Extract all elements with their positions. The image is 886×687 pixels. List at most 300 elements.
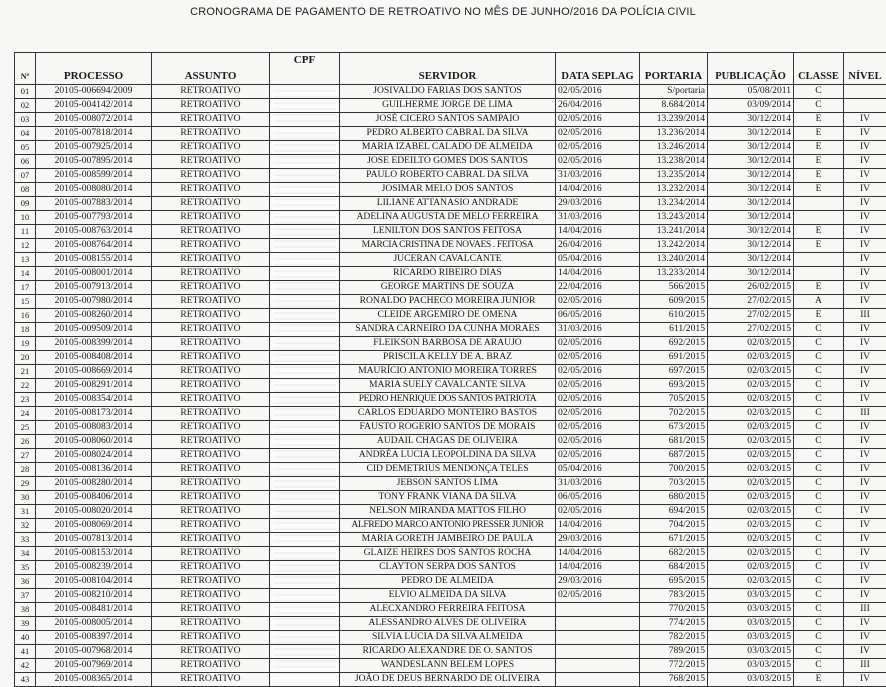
assunto-cell: RETROATIVO bbox=[152, 561, 270, 575]
classe-cell: E bbox=[794, 113, 844, 127]
publicacao-cell: 27/02/2015 bbox=[708, 323, 794, 337]
table-row bbox=[15, 239, 886, 253]
row-number: 07 bbox=[15, 169, 36, 183]
servidor-cell: NELSON MIRANDA MATTOS FILHO bbox=[340, 505, 556, 519]
assunto-cell: RETROATIVO bbox=[152, 113, 270, 127]
assunto-cell: RETROATIVO bbox=[152, 239, 270, 253]
table-row bbox=[15, 141, 886, 155]
publicacao-cell: 26/02/2015 bbox=[708, 281, 794, 295]
row-number: 20 bbox=[15, 351, 36, 365]
assunto-cell: RETROATIVO bbox=[152, 589, 270, 603]
classe-cell: C bbox=[794, 477, 844, 491]
processo-cell: 20105-008155/2014 bbox=[36, 253, 152, 267]
classe-cell: C bbox=[794, 547, 844, 561]
table-row bbox=[15, 309, 886, 323]
servidor-cell: RONALDO PACHECO MOREIRA JUNIOR bbox=[340, 295, 556, 309]
data-seplag-cell: 31/03/2016 bbox=[556, 169, 640, 183]
portaria-cell: 8.684/2014 bbox=[640, 99, 708, 113]
table-row bbox=[15, 99, 886, 113]
table-row bbox=[15, 323, 886, 337]
data-seplag-cell: 02/05/2016 bbox=[556, 351, 640, 365]
data-seplag-cell: 02/05/2016 bbox=[556, 449, 640, 463]
processo-cell: 20105-008083/2014 bbox=[36, 421, 152, 435]
assunto-cell: RETROATIVO bbox=[152, 575, 270, 589]
assunto-cell: RETROATIVO bbox=[152, 533, 270, 547]
row-number: 29 bbox=[15, 477, 36, 491]
row-number: 15 bbox=[15, 295, 36, 309]
data-seplag-cell: 14/04/2016 bbox=[556, 267, 640, 281]
classe-cell: C bbox=[794, 603, 844, 617]
header-assunto: ASSUNTO bbox=[152, 53, 270, 85]
row-number: 09 bbox=[15, 197, 36, 211]
table-row bbox=[15, 407, 886, 421]
portaria-cell: 682/2015 bbox=[640, 547, 708, 561]
processo-cell: 20105-008764/2014 bbox=[36, 239, 152, 253]
nivel-cell: IV bbox=[844, 351, 886, 365]
classe-cell: C bbox=[794, 561, 844, 575]
nivel-cell: IV bbox=[844, 211, 886, 225]
table-row bbox=[15, 463, 886, 477]
classe-cell: E bbox=[794, 673, 844, 687]
data-seplag-cell: 05/04/2016 bbox=[556, 463, 640, 477]
row-number: 01 bbox=[15, 85, 36, 99]
row-number: 38 bbox=[15, 603, 36, 617]
header-publicacao: PUBLICAÇÃO bbox=[708, 53, 794, 85]
processo-cell: 20105-008072/2014 bbox=[36, 113, 152, 127]
table-row bbox=[15, 645, 886, 659]
row-number: 19 bbox=[15, 337, 36, 351]
portaria-cell: 702/2015 bbox=[640, 407, 708, 421]
publicacao-cell: 02/03/2015 bbox=[708, 533, 794, 547]
publicacao-cell: 02/03/2015 bbox=[708, 421, 794, 435]
nivel-cell: IV bbox=[844, 435, 886, 449]
table-body bbox=[15, 85, 886, 687]
data-seplag-cell: 06/05/2016 bbox=[556, 491, 640, 505]
assunto-cell: RETROATIVO bbox=[152, 379, 270, 393]
header-data-seplag: DATA SEPLAG bbox=[556, 53, 640, 85]
servidor-cell: SILVIA LUCIA DA SILVA ALMEIDA bbox=[340, 631, 556, 645]
nivel-cell: IV bbox=[844, 127, 886, 141]
table-row bbox=[15, 225, 886, 239]
data-seplag-cell: 02/05/2016 bbox=[556, 421, 640, 435]
assunto-cell: RETROATIVO bbox=[152, 253, 270, 267]
classe-cell: E bbox=[794, 169, 844, 183]
servidor-cell: JOSIVALDO FARIAS DOS SANTOS bbox=[340, 85, 556, 99]
table-row bbox=[15, 449, 886, 463]
data-seplag-cell: 02/05/2016 bbox=[556, 365, 640, 379]
classe-cell: C bbox=[794, 631, 844, 645]
processo-cell: 20105-008408/2014 bbox=[36, 351, 152, 365]
data-seplag-cell bbox=[556, 673, 640, 687]
nivel-cell: IV bbox=[844, 449, 886, 463]
data-seplag-cell: 31/03/2016 bbox=[556, 211, 640, 225]
portaria-cell: 13.232/2014 bbox=[640, 183, 708, 197]
servidor-cell: MARIA GORETH JAMBEIRO DE PAULA bbox=[340, 533, 556, 547]
data-seplag-cell: 29/03/2016 bbox=[556, 575, 640, 589]
data-seplag-cell: 02/05/2016 bbox=[556, 155, 640, 169]
document-title: CRONOGRAMA DE PAGAMENTO DE RETROATIVO NO MÊS DE JUNHO/2016 DA POLÍCIA CIVIL bbox=[0, 6, 886, 18]
nivel-cell bbox=[844, 99, 886, 113]
data-seplag-cell: 02/05/2016 bbox=[556, 295, 640, 309]
data-seplag-cell: 29/03/2016 bbox=[556, 197, 640, 211]
row-number: 16 bbox=[15, 309, 36, 323]
classe-cell: E bbox=[794, 281, 844, 295]
table-row bbox=[15, 519, 886, 533]
nivel-cell: IV bbox=[844, 547, 886, 561]
header-processo: PROCESSO bbox=[36, 53, 152, 85]
nivel-cell: IV bbox=[844, 645, 886, 659]
table-row bbox=[15, 281, 886, 295]
table-row bbox=[15, 85, 886, 99]
publicacao-cell: 30/12/2014 bbox=[708, 183, 794, 197]
nivel-cell: IV bbox=[844, 365, 886, 379]
row-number: 26 bbox=[15, 435, 36, 449]
table-row bbox=[15, 505, 886, 519]
servidor-cell: CID DEMETRIUS MENDONÇA TELES bbox=[340, 463, 556, 477]
portaria-cell: 783/2015 bbox=[640, 589, 708, 603]
row-number: 08 bbox=[15, 183, 36, 197]
row-number: 33 bbox=[15, 533, 36, 547]
row-number: 13 bbox=[15, 253, 36, 267]
publicacao-cell: 02/03/2015 bbox=[708, 337, 794, 351]
portaria-cell: 609/2015 bbox=[640, 295, 708, 309]
portaria-cell: 673/2015 bbox=[640, 421, 708, 435]
assunto-cell: RETROATIVO bbox=[152, 603, 270, 617]
servidor-cell: WANDESLANN BELEM LOPES bbox=[340, 659, 556, 673]
data-seplag-cell: 26/04/2016 bbox=[556, 239, 640, 253]
processo-cell: 20105-008397/2014 bbox=[36, 631, 152, 645]
nivel-cell: IV bbox=[844, 225, 886, 239]
table-row bbox=[15, 393, 886, 407]
nivel-cell: III bbox=[844, 309, 886, 323]
publicacao-cell: 02/03/2015 bbox=[708, 463, 794, 477]
publicacao-cell: 03/09/2014 bbox=[708, 99, 794, 113]
processo-cell: 20105-008020/2014 bbox=[36, 505, 152, 519]
row-number: 28 bbox=[15, 463, 36, 477]
nivel-cell: IV bbox=[844, 113, 886, 127]
nivel-cell: IV bbox=[844, 533, 886, 547]
assunto-cell: RETROATIVO bbox=[152, 477, 270, 491]
publicacao-cell: 02/03/2015 bbox=[708, 379, 794, 393]
classe-cell: E bbox=[794, 239, 844, 253]
data-seplag-cell: 02/05/2016 bbox=[556, 407, 640, 421]
processo-cell: 20105-004142/2014 bbox=[36, 99, 152, 113]
assunto-cell: RETROATIVO bbox=[152, 617, 270, 631]
nivel-cell: IV bbox=[844, 477, 886, 491]
header-classe: CLASSE bbox=[794, 53, 844, 85]
row-number: 41 bbox=[15, 645, 36, 659]
processo-cell: 20105-008153/2014 bbox=[36, 547, 152, 561]
publicacao-cell: 02/03/2015 bbox=[708, 547, 794, 561]
portaria-cell: 772/2015 bbox=[640, 659, 708, 673]
servidor-cell: FAUSTO ROGERIO SANTOS DE MORAIS bbox=[340, 421, 556, 435]
row-number: 18 bbox=[15, 323, 36, 337]
servidor-cell: ANDRÉA LUCIA LEOPOLDINA DA SILVA bbox=[340, 449, 556, 463]
portaria-cell: 610/2015 bbox=[640, 309, 708, 323]
servidor-cell: JOÃO DE DEUS BERNARDO DE OLIVEIRA bbox=[340, 673, 556, 687]
classe-cell: C bbox=[794, 393, 844, 407]
table-row bbox=[15, 631, 886, 645]
portaria-cell: 782/2015 bbox=[640, 631, 708, 645]
processo-cell: 20105-008104/2014 bbox=[36, 575, 152, 589]
assunto-cell: RETROATIVO bbox=[152, 365, 270, 379]
processo-cell: 20105-008481/2014 bbox=[36, 603, 152, 617]
portaria-cell: 691/2015 bbox=[640, 351, 708, 365]
row-number: 32 bbox=[15, 519, 36, 533]
servidor-cell: RICARDO ALEXANDRE DE O. SANTOS bbox=[340, 645, 556, 659]
nivel-cell: III bbox=[844, 407, 886, 421]
table-row bbox=[15, 589, 886, 603]
publicacao-cell: 02/03/2015 bbox=[708, 575, 794, 589]
classe-cell: C bbox=[794, 435, 844, 449]
processo-cell: 20105-007925/2014 bbox=[36, 141, 152, 155]
servidor-cell: GEORGE MARTINS DE SOUZA bbox=[340, 281, 556, 295]
servidor-cell: ADELINA AUGUSTA DE MELO FERREIRA bbox=[340, 211, 556, 225]
data-seplag-cell bbox=[556, 659, 640, 673]
data-seplag-cell: 02/05/2016 bbox=[556, 435, 640, 449]
row-number: 23 bbox=[15, 393, 36, 407]
processo-cell: 20105-008599/2014 bbox=[36, 169, 152, 183]
data-seplag-cell bbox=[556, 617, 640, 631]
classe-cell: C bbox=[794, 463, 844, 477]
publicacao-cell: 03/03/2015 bbox=[708, 589, 794, 603]
table-row bbox=[15, 561, 886, 575]
publicacao-cell: 30/12/2014 bbox=[708, 141, 794, 155]
portaria-cell: 13.234/2014 bbox=[640, 197, 708, 211]
publicacao-cell: 03/03/2015 bbox=[708, 673, 794, 687]
assunto-cell: RETROATIVO bbox=[152, 99, 270, 113]
portaria-cell: 697/2015 bbox=[640, 365, 708, 379]
classe-cell: C bbox=[794, 589, 844, 603]
nivel-cell: III bbox=[844, 603, 886, 617]
row-number: 36 bbox=[15, 575, 36, 589]
row-number: 39 bbox=[15, 617, 36, 631]
assunto-cell: RETROATIVO bbox=[152, 267, 270, 281]
publicacao-cell: 30/12/2014 bbox=[708, 267, 794, 281]
assunto-cell: RETROATIVO bbox=[152, 211, 270, 225]
processo-cell: 20105-008763/2014 bbox=[36, 225, 152, 239]
publicacao-cell: 30/12/2014 bbox=[708, 113, 794, 127]
servidor-cell: PEDRO DE ALMEIDA bbox=[340, 575, 556, 589]
classe-cell: E bbox=[794, 127, 844, 141]
processo-cell: 20105-008354/2014 bbox=[36, 393, 152, 407]
portaria-cell: 671/2015 bbox=[640, 533, 708, 547]
processo-cell: 20105-007793/2014 bbox=[36, 211, 152, 225]
nivel-cell: IV bbox=[844, 617, 886, 631]
processo-cell: 20105-007813/2014 bbox=[36, 533, 152, 547]
data-seplag-cell: 02/05/2016 bbox=[556, 113, 640, 127]
nivel-cell: IV bbox=[844, 589, 886, 603]
table-row bbox=[15, 113, 886, 127]
data-seplag-cell: 31/03/2016 bbox=[556, 323, 640, 337]
row-number: 30 bbox=[15, 491, 36, 505]
publicacao-cell: 02/03/2015 bbox=[708, 561, 794, 575]
data-seplag-cell: 02/05/2016 bbox=[556, 505, 640, 519]
assunto-cell: RETROATIVO bbox=[152, 519, 270, 533]
classe-cell: C bbox=[794, 645, 844, 659]
publicacao-cell: 27/02/2015 bbox=[708, 309, 794, 323]
table-row bbox=[15, 477, 886, 491]
classe-cell: A bbox=[794, 295, 844, 309]
nivel-cell: IV bbox=[844, 379, 886, 393]
table-row bbox=[15, 127, 886, 141]
publicacao-cell: 30/12/2014 bbox=[708, 225, 794, 239]
servidor-cell: CARLOS EDUARDO MONTEIRO BASTOS bbox=[340, 407, 556, 421]
processo-cell: 20105-008406/2014 bbox=[36, 491, 152, 505]
portaria-cell: 770/2015 bbox=[640, 603, 708, 617]
header-number: Nº bbox=[15, 53, 36, 85]
portaria-cell: 611/2015 bbox=[640, 323, 708, 337]
portaria-cell: 680/2015 bbox=[640, 491, 708, 505]
row-number: 12 bbox=[15, 239, 36, 253]
processo-cell: 20105-008399/2014 bbox=[36, 337, 152, 351]
table-row bbox=[15, 295, 886, 309]
servidor-cell: FLEIKSON BARBOSA DE ARAUJO bbox=[340, 337, 556, 351]
data-seplag-cell: 29/03/2016 bbox=[556, 533, 640, 547]
nivel-cell: IV bbox=[844, 393, 886, 407]
header-nivel: NÍVEL bbox=[844, 53, 886, 85]
processo-cell: 20105-007968/2014 bbox=[36, 645, 152, 659]
table-row bbox=[15, 603, 886, 617]
classe-cell: C bbox=[794, 505, 844, 519]
nivel-cell: IV bbox=[844, 519, 886, 533]
table-row bbox=[15, 351, 886, 365]
servidor-cell: MAURÍCIO ANTONIO MOREIRA TORRES bbox=[340, 365, 556, 379]
portaria-cell: 789/2015 bbox=[640, 645, 708, 659]
portaria-cell: 774/2015 bbox=[640, 617, 708, 631]
publicacao-cell: 03/03/2015 bbox=[708, 659, 794, 673]
portaria-cell: 687/2015 bbox=[640, 449, 708, 463]
publicacao-cell: 02/03/2015 bbox=[708, 393, 794, 407]
assunto-cell: RETROATIVO bbox=[152, 155, 270, 169]
processo-cell: 20105-008239/2014 bbox=[36, 561, 152, 575]
row-number: 11 bbox=[15, 225, 36, 239]
table-row bbox=[15, 267, 886, 281]
portaria-cell: 13.240/2014 bbox=[640, 253, 708, 267]
row-number: 14 bbox=[15, 267, 36, 281]
row-number: 22 bbox=[15, 379, 36, 393]
publicacao-cell: 30/12/2014 bbox=[708, 127, 794, 141]
assunto-cell: RETROATIVO bbox=[152, 127, 270, 141]
portaria-cell: 703/2015 bbox=[640, 477, 708, 491]
processo-cell: 20105-008069/2014 bbox=[36, 519, 152, 533]
servidor-cell: JOSIMAR MELO DOS SANTOS bbox=[340, 183, 556, 197]
table-row bbox=[15, 435, 886, 449]
nivel-cell bbox=[844, 85, 886, 99]
row-number: 42 bbox=[15, 659, 36, 673]
servidor-cell: RICARDO RIBEIRO DIAS bbox=[340, 267, 556, 281]
header-portaria: PORTARIA bbox=[640, 53, 708, 85]
nivel-cell: IV bbox=[844, 631, 886, 645]
classe-cell bbox=[794, 197, 844, 211]
servidor-cell: ALESSANDRO ALVES DE OLIVEIRA bbox=[340, 617, 556, 631]
servidor-cell: CLAYTON SERPA DOS SANTOS bbox=[340, 561, 556, 575]
servidor-cell: CLEIDE ARGEMIRO DE OMENA bbox=[340, 309, 556, 323]
table-row bbox=[15, 575, 886, 589]
publicacao-cell: 03/03/2015 bbox=[708, 631, 794, 645]
processo-cell: 20105-007969/2014 bbox=[36, 659, 152, 673]
assunto-cell: RETROATIVO bbox=[152, 337, 270, 351]
publicacao-cell: 02/03/2015 bbox=[708, 491, 794, 505]
portaria-cell: 692/2015 bbox=[640, 337, 708, 351]
publicacao-cell: 30/12/2014 bbox=[708, 211, 794, 225]
row-number: 17 bbox=[15, 281, 36, 295]
row-number: 35 bbox=[15, 561, 36, 575]
servidor-cell: MARCIA CRISTINA DE NOVAES . FEITOSA bbox=[340, 239, 556, 253]
row-number: 10 bbox=[15, 211, 36, 225]
nivel-cell: IV bbox=[844, 561, 886, 575]
assunto-cell: RETROATIVO bbox=[152, 197, 270, 211]
nivel-cell: IV bbox=[844, 155, 886, 169]
data-seplag-cell: 02/05/2016 bbox=[556, 127, 640, 141]
publicacao-cell: 30/12/2014 bbox=[708, 169, 794, 183]
classe-cell: C bbox=[794, 617, 844, 631]
assunto-cell: RETROATIVO bbox=[152, 631, 270, 645]
data-seplag-cell: 14/04/2016 bbox=[556, 561, 640, 575]
servidor-cell: JUCERAN CAVALCANTE bbox=[340, 253, 556, 267]
servidor-cell: PAULO ROBERTO CABRAL DA SILVA bbox=[340, 169, 556, 183]
processo-cell: 20105-006694/2009 bbox=[36, 85, 152, 99]
servidor-cell: MARIA SUELY CAVALCANTE SILVA bbox=[340, 379, 556, 393]
publicacao-cell: 03/03/2015 bbox=[708, 645, 794, 659]
servidor-cell: TONY FRANK VIANA DA SILVA bbox=[340, 491, 556, 505]
row-number: 37 bbox=[15, 589, 36, 603]
publicacao-cell: 03/03/2015 bbox=[708, 617, 794, 631]
portaria-cell: S/portaria bbox=[640, 85, 708, 99]
publicacao-cell: 02/03/2015 bbox=[708, 449, 794, 463]
nivel-cell: IV bbox=[844, 183, 886, 197]
processo-cell: 20105-007895/2014 bbox=[36, 155, 152, 169]
classe-cell: C bbox=[794, 323, 844, 337]
servidor-cell: JOSE EDEILTO GOMES DOS SANTOS bbox=[340, 155, 556, 169]
table-row bbox=[15, 533, 886, 547]
publicacao-cell: 30/12/2014 bbox=[708, 197, 794, 211]
assunto-cell: RETROATIVO bbox=[152, 141, 270, 155]
servidor-cell: ALFREDO MARCO ANTONIO PRESSER JUNIOR bbox=[340, 519, 556, 533]
processo-cell: 20105-007883/2014 bbox=[36, 197, 152, 211]
portaria-cell: 13.233/2014 bbox=[640, 267, 708, 281]
nivel-cell: IV bbox=[844, 295, 886, 309]
classe-cell: C bbox=[794, 421, 844, 435]
processo-cell: 20105-008280/2014 bbox=[36, 477, 152, 491]
servidor-cell: PEDRO HENRIQUE DOS SANTOS PATRIOTA bbox=[340, 393, 556, 407]
classe-cell: E bbox=[794, 225, 844, 239]
classe-cell: C bbox=[794, 99, 844, 113]
classe-cell: E bbox=[794, 141, 844, 155]
processo-cell: 20105-008001/2014 bbox=[36, 267, 152, 281]
publicacao-cell: 02/03/2015 bbox=[708, 351, 794, 365]
classe-cell: C bbox=[794, 85, 844, 99]
processo-cell: 20105-007818/2014 bbox=[36, 127, 152, 141]
servidor-cell: JOSÉ CICERO SANTOS SAMPAIO bbox=[340, 113, 556, 127]
table-row bbox=[15, 197, 886, 211]
assunto-cell: RETROATIVO bbox=[152, 169, 270, 183]
data-seplag-cell bbox=[556, 631, 640, 645]
portaria-cell: 13.236/2014 bbox=[640, 127, 708, 141]
assunto-cell: RETROATIVO bbox=[152, 463, 270, 477]
portaria-cell: 768/2015 bbox=[640, 673, 708, 687]
nivel-cell: IV bbox=[844, 281, 886, 295]
data-seplag-cell: 02/05/2016 bbox=[556, 393, 640, 407]
assunto-cell: RETROATIVO bbox=[152, 351, 270, 365]
data-seplag-cell: 02/05/2016 bbox=[556, 589, 640, 603]
nivel-cell: IV bbox=[844, 253, 886, 267]
nivel-cell: IV bbox=[844, 169, 886, 183]
portaria-cell: 681/2015 bbox=[640, 435, 708, 449]
table-row bbox=[15, 659, 886, 673]
processo-cell: 20105-008024/2014 bbox=[36, 449, 152, 463]
assunto-cell: RETROATIVO bbox=[152, 491, 270, 505]
